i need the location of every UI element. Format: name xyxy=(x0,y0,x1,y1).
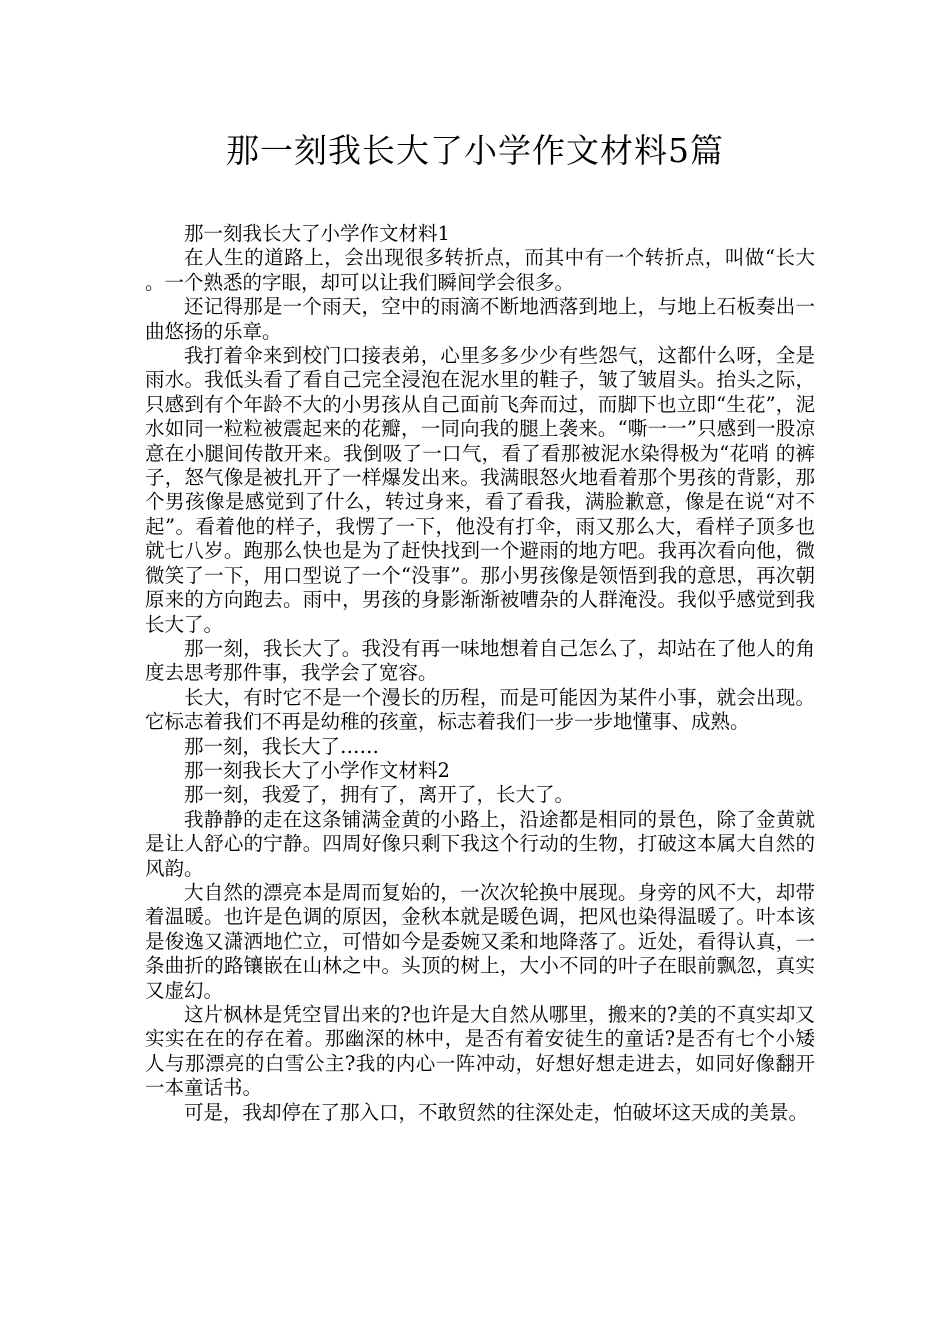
paragraph: 大自然的漂亮本是周而复始的，一次次轮换中展现。身旁的风不大，却带着温暖。也许是色调的原因，金秋本就是暖色调，把风也染得温暖了。叶本该是俊逸又潇洒地伫立，可惜如今是委婉又柔和地降落了。近处，看得认真，一条曲折的路镶嵌在山林之中。头顶的树上，大小不同的叶子在眼前飘忽，真实又虚幻。 xyxy=(145,880,815,1002)
paragraph: 那一刻，我长大了。我没有再一味地想着自己怎么了，却站在了他人的角度去思考那件事，我学会了宽容。 xyxy=(145,636,815,685)
paragraph: 在人生的道路上，会出现很多转折点，而其中有一个转折点，叫做“长大 。一个熟悉的字眼，却可以让我们瞬间学会很多。 xyxy=(145,246,815,294)
paragraph: 那一刻，我长大了…… xyxy=(184,734,380,758)
paragraph: 可是，我却停在了那入口，不敢贸然的往深处走，怕破坏这天成的美景。 xyxy=(184,1100,809,1124)
paragraph: 我打着伞来到校门口接表弟，心里多多少少有些怨气，这都什么呀，全是雨水。我低头看了看自己完全浸泡在泥水里的鞋子，皱了皱眉头。抬头之际，只感到有个年龄不大的小男孩从自己面前飞奔而过，而脚下也立即“生花”，泥水如同一粒粒被震起来的花瓣，一同向我的腿上袭来。“嘶一一”只感到一股凉意在小腿间传散开来。我倒吸了一口气，看了看那被泥水染得极为“花哨 的裤子，怒气像是被扎开了一样爆发出来。我满眼怒火地看着那个男孩的背影，那个男孩像是感觉到了什么，转过身来，看了看我，满脸歉意，像是在说“对不起”。看着他的样子，我愣了一下，他没有打伞，雨又那么大，看样子顶多也就七八岁。跑那么快也是为了赶快找到一个避雨的地方吧。我再次看向他，微微笑了一下，用口型说了一个“没事”。那小男孩像是领悟到我的意思，再次朝原来的方向跑去。雨中，男孩的身影渐渐被嘈杂的人群淹没。我似乎感觉到我长大了。 xyxy=(145,344,815,636)
section-heading-1: 那一刻我长大了小学作文材料1 xyxy=(184,222,450,245)
section-heading-2: 那一刻我长大了小学作文材料2 xyxy=(184,758,450,782)
paragraph: 长大，有时它不是一个漫长的历程，而是可能因为某件小事，就会出现。它标志着我们不再是幼稚的孩童，标志着我们一步一步地懂事、成熟。 xyxy=(145,685,815,734)
paragraph: 那一刻，我爱了，拥有了，离开了，长大了。 xyxy=(184,783,575,807)
paragraph: 我静静的走在这条铺满金黄的小路上，沿途都是相同的景色，除了金黄就是让人舒心的宁静。四周好像只剩下我这个行动的生物，打破这本属大自然的风韵。 xyxy=(145,807,815,880)
paragraph: 还记得那是一个雨天，空中的雨滴不断地洒落到地上，与地上石板奏出一曲悠扬的乐章。 xyxy=(145,295,815,343)
document-body xyxy=(145,222,815,1125)
document-title: 那一刻我长大了小学作文材料5篇 xyxy=(226,131,724,170)
paragraph: 这片枫林是凭空冒出来的?也许是大自然从哪里，搬来的?美的不真实却又实实在在的存在着。那幽深的林中，是否有着安徒生的童话?是否有七个小矮人与那漂亮的白雪公主?我的内心一阵冲动，好想好想走进去，如同好像翻开一本童话书。 xyxy=(145,1003,815,1100)
